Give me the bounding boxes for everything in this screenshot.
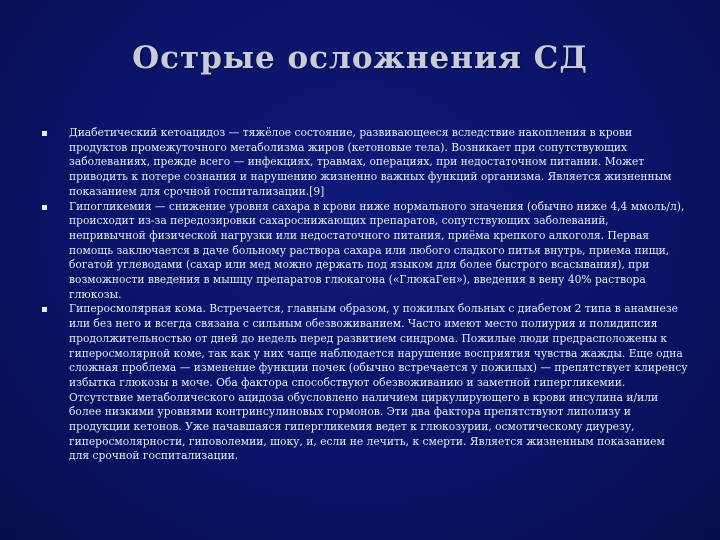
square-bullet-icon — [42, 307, 47, 312]
bullet-item-hypoglycemia — [40, 200, 688, 303]
bullet-item-ketoacidosis — [40, 126, 688, 200]
bullet-text: Диабетический кетоацидоз — тяжёлое состояние, развивающееся вследствие накопления в крови продуктов промежуточного метаболизма жиров (кетоновые тела). Возникает при сопутствующих заболеваниях, прежде всего — инфекциях, травмах, операциях, при недостаточном питании. Может приводить к потере сознания и нарушению жизненно важных функций организма. Является жизненным показанием для срочной госпитализации.[9] — [69, 126, 672, 198]
bullet-item-hyperosmolar-coma — [40, 302, 688, 464]
bullet-text: Гиперосмолярная кома. Встречается, главным образом, у пожилых больных с диабетом 2 типа в анамнезе или без него и всегда связана с сильным обезвоживанием. Часто имеют место полиурия и полидипсия продолжительностью от дней до недель перед развитием синдрома. Пожилые люди предрасположены к гиперосмолярной коме, так как у них чаще наблюдается нарушение восприятия чувства жажды. Еще одна сложная проблема — изменение функции почек (обычно встречается у пожилых) — препятствует клиренсу избытка глюкозы в моче. Оба фактора способствуют обезвоживанию и заметной гипергликемии. Отсутствие метаболического ацидоза обусловлено наличием циркулирующего в крови инсулина и/или более низкими уровнями контринсулиновых гормонов. Эти два фактора препятствуют липолизу и продукции кетонов. Уже начавшаяся гипергликемия ведет к глюкозурии, осмотическому диурезу, гиперосмолярности, гиповолемии, шоку, и, если не лечить, к смерти. Является жизненным показанием для срочной госпитализации. — [69, 302, 688, 463]
bullet-list — [40, 126, 688, 464]
bullet-text: Гипогликемия — снижение уровня сахара в крови ниже нормального значения (обычно ниже 4,4 ммоль/л), происходит из-за передозировки сахароснижающих препаратов, сопутствующих заболеваний, непривычной физической нагрузки или недостаточного питания, приёма крепкого алкоголя. Первая помощь заключается в даче больному раствора сахара или любого сладкого питья внутрь, приема пищи, богатой углеводами (сахар или мед можно держать под языком для более быстрого всасывания), при возможности введения в мышцу препаратов глюкагона («ГлюкаГен»), введения в вену 40% раствора глюкозы. — [69, 199, 685, 301]
square-bullet-icon — [42, 205, 47, 210]
slide-title: Острые осложнения СД — [132, 40, 588, 76]
square-bullet-icon — [42, 131, 47, 136]
